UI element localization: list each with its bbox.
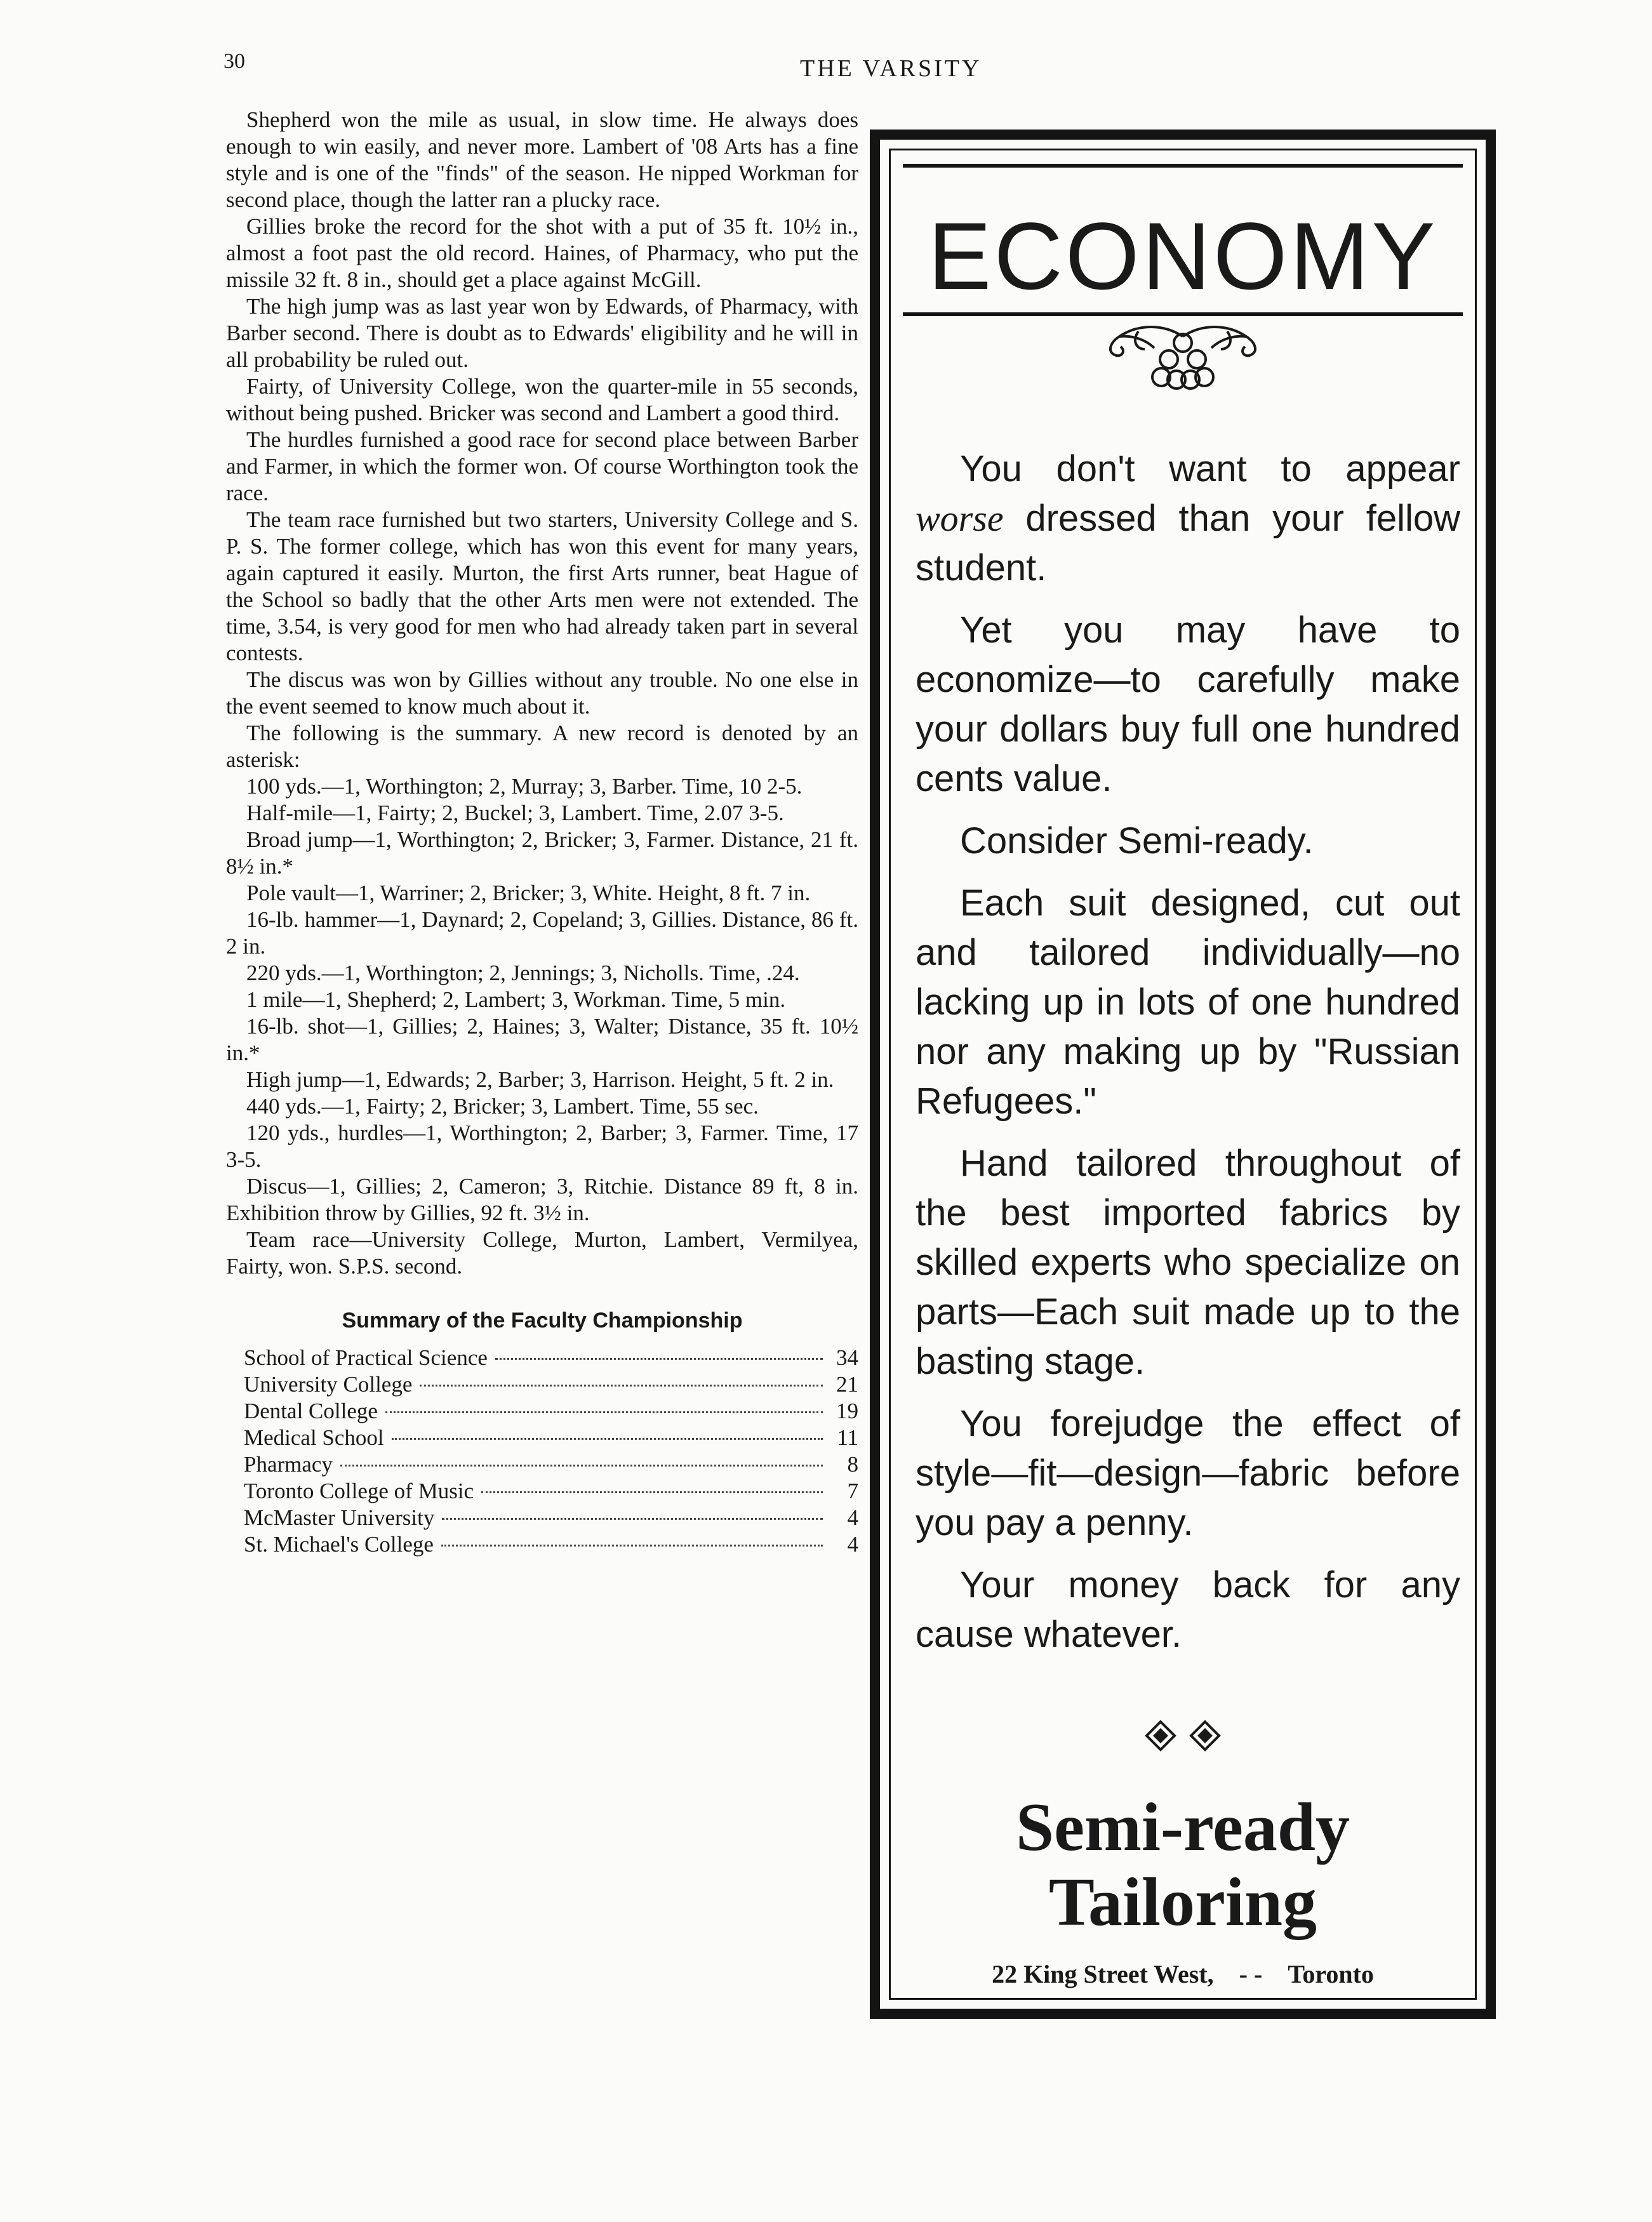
standings-table bbox=[226, 1345, 858, 1558]
result-item: High jump—1, Edwards; 2, Barber; 3, Harrison. Height, 5 ft. 2 in. bbox=[246, 1067, 834, 1092]
article-paragraph: The following is the summary. A new record is denoted by an asterisk: bbox=[226, 721, 858, 772]
standings-college: Pharmacy bbox=[244, 1452, 333, 1477]
result-item: Discus—1, Gillies; 2, Cameron; 3, Ritchie. Distance 89 ft, 8 in. Exhibition throw by Gillies, 92 ft. 3½ in. bbox=[226, 1174, 858, 1225]
standings-points: 21 bbox=[836, 1372, 858, 1397]
article-paragraph: The high jump was as last year won by Edwards, of Pharmacy, with Barber second. There is doubt as to Edwards' eligibility and he will in all probability be ruled out. bbox=[226, 294, 858, 372]
article-paragraph: The team race furnished but two starters, University College and S. P. S. The former college, which has won this event for many years, again captured it easily. Murton, the first Arts runner, beat Hague of the School so badly that the other Arts men were not extended. The time, 3.54, is very good for men who had already taken part in several contests. bbox=[226, 507, 858, 665]
dot-leader bbox=[385, 1411, 823, 1413]
result-item: 440 yds.—1, Fairty; 2, Bricker; 3, Lambert. Time, 55 sec. bbox=[246, 1094, 759, 1119]
dot-leader bbox=[442, 1518, 823, 1520]
article-paragraph: The discus was won by Gillies without any trouble. No one else in the event seemed to know much about it. bbox=[226, 667, 858, 719]
brand-line: Semi-ready bbox=[1016, 1790, 1350, 1865]
ad-intro-text: dressed than your fellow student. bbox=[916, 498, 1460, 589]
dot-leader bbox=[495, 1358, 823, 1360]
standings-row bbox=[244, 1478, 858, 1505]
result-item: Team race—University College, Murton, Lambert, Vermilyea, Fairty, won. S.P.S. second. bbox=[226, 1227, 858, 1279]
standings-college: Toronto College of Music bbox=[244, 1479, 474, 1503]
result-item: 16-lb. hammer—1, Daynard; 2, Copeland; 3, Gillies. Distance, 86 ft. 2 in. bbox=[226, 907, 858, 959]
standings-points: 11 bbox=[837, 1425, 858, 1450]
result-item: Pole vault—1, Warriner; 2, Bricker; 3, White. Height, 8 ft. 7 in. bbox=[246, 881, 811, 905]
standings-points: 7 bbox=[847, 1479, 858, 1503]
standings-row bbox=[244, 1531, 858, 1558]
summary-title: Summary of the Faculty Championship bbox=[342, 1308, 743, 1333]
standings-college: School of Practical Science bbox=[244, 1345, 488, 1370]
article-paragraph: Gillies broke the record for the shot with a put of 35 ft. 10½ in., almost a foot past the old record. Haines, of Pharmacy, who put the missile 32 ft. 8 in., should get a place against McGill. bbox=[226, 214, 858, 292]
diamond-ornament-icon bbox=[880, 1718, 1486, 1757]
standings-row bbox=[244, 1505, 858, 1531]
top-rule bbox=[903, 164, 1463, 168]
ad-paragraph: Each suit designed, cut out and tailored individually—no lacking up in lots of one hundred nor any making up by "Russian Refugees." bbox=[916, 882, 1460, 1122]
standings-points: 4 bbox=[847, 1505, 858, 1530]
ad-emphasis: worse bbox=[916, 498, 1004, 539]
standings-row bbox=[244, 1398, 858, 1425]
standings-college: St. Michael's College bbox=[244, 1532, 434, 1557]
brand-line: Tailoring bbox=[1048, 1865, 1317, 1940]
ad-paragraph-intro bbox=[916, 444, 1460, 593]
result-item: Broad jump—1, Worthington; 2, Bricker; 3, Farmer. Distance, 21 ft. 8½ in.* bbox=[226, 827, 858, 879]
dot-leader bbox=[441, 1545, 823, 1547]
article-column bbox=[226, 107, 858, 1558]
dot-leader bbox=[481, 1491, 823, 1493]
ad-paragraph: Your money back for any cause whatever. bbox=[916, 1564, 1460, 1655]
ad-intro-text: You don't want to appear bbox=[960, 448, 1460, 489]
standings-row bbox=[244, 1451, 858, 1478]
result-item: 16-lb. shot—1, Gillies; 2, Haines; 3, Walter; Distance, 35 ft. 10½ in.* bbox=[226, 1014, 858, 1065]
standings-row bbox=[244, 1345, 858, 1371]
dot-leader bbox=[392, 1438, 823, 1440]
ad-paragraph: Consider Semi-ready. bbox=[960, 820, 1314, 862]
result-item: 1 mile—1, Shepherd; 2, Lambert; 3, Workman. Time, 5 min. bbox=[246, 987, 786, 1012]
standings-points: 8 bbox=[847, 1452, 858, 1477]
result-item: 120 yds., hurdles—1, Worthington; 2, Barber; 3, Farmer. Time, 17 3-5. bbox=[226, 1121, 858, 1172]
dot-leader bbox=[420, 1385, 823, 1387]
advertisement-box bbox=[870, 130, 1496, 2019]
results-list bbox=[226, 773, 858, 1280]
ad-headline: ECONOMY bbox=[928, 203, 1438, 309]
article-paragraph: Shepherd won the mile as usual, in slow time. He always does enough to win easily, and never more. Lambert of '08 Arts has a fine style and is one of the "finds" of the season. He nipped Workman for second place, though the latter ran a plucky race. bbox=[226, 107, 858, 212]
result-item: 100 yds.—1, Worthington; 2, Murray; 3, Barber. Time, 10 2-5. bbox=[246, 774, 803, 799]
standings-points: 19 bbox=[836, 1399, 858, 1423]
street-address: 22 King Street West, bbox=[992, 1960, 1214, 1988]
floral-ornament-icon bbox=[880, 317, 1486, 403]
standings-points: 34 bbox=[836, 1345, 858, 1370]
standings-row bbox=[244, 1425, 858, 1451]
address-separator: - - bbox=[1239, 1960, 1263, 1988]
standings-college: Medical School bbox=[244, 1425, 384, 1450]
dot-leader bbox=[340, 1465, 823, 1467]
ad-paragraph: Hand tailored throughout of the best imported fabrics by skilled experts who specialize on parts—Each suit made up to the basting stage. bbox=[916, 1143, 1460, 1382]
address-line bbox=[880, 1959, 1486, 1989]
running-head: THE VARSITY bbox=[800, 55, 982, 82]
standings-college: Dental College bbox=[244, 1399, 378, 1423]
standings-row bbox=[244, 1371, 858, 1398]
city: Toronto bbox=[1288, 1960, 1374, 1988]
standings-college: McMaster University bbox=[244, 1505, 435, 1530]
page-number: 30 bbox=[223, 50, 245, 73]
result-item: Half-mile—1, Fairty; 2, Buckel; 3, Lambert. Time, 2.07 3-5. bbox=[246, 801, 784, 825]
result-item: 220 yds.—1, Worthington; 2, Jennings; 3, Nicholls. Time, .24. bbox=[246, 961, 800, 985]
ad-paragraph: Yet you may have to economize—to carefully make your dollars buy full one hundred cents value. bbox=[916, 609, 1460, 799]
standings-points: 4 bbox=[847, 1532, 858, 1557]
headline-rule bbox=[903, 312, 1463, 316]
brand-logo bbox=[880, 1790, 1486, 1940]
standings-college: University College bbox=[244, 1372, 413, 1397]
ad-paragraph: You forejudge the effect of style—fit—design—fabric before you pay a penny. bbox=[916, 1403, 1460, 1543]
article-paragraph: Fairty, of University College, won the quarter-mile in 55 seconds, without being pushed. Bricker was second and Lambert a good third. bbox=[226, 374, 858, 425]
article-paragraph: The hurdles furnished a good race for second place between Barber and Farmer, in which the former won. Of course Worthington took the race. bbox=[226, 427, 858, 505]
ad-body bbox=[916, 444, 1460, 1672]
